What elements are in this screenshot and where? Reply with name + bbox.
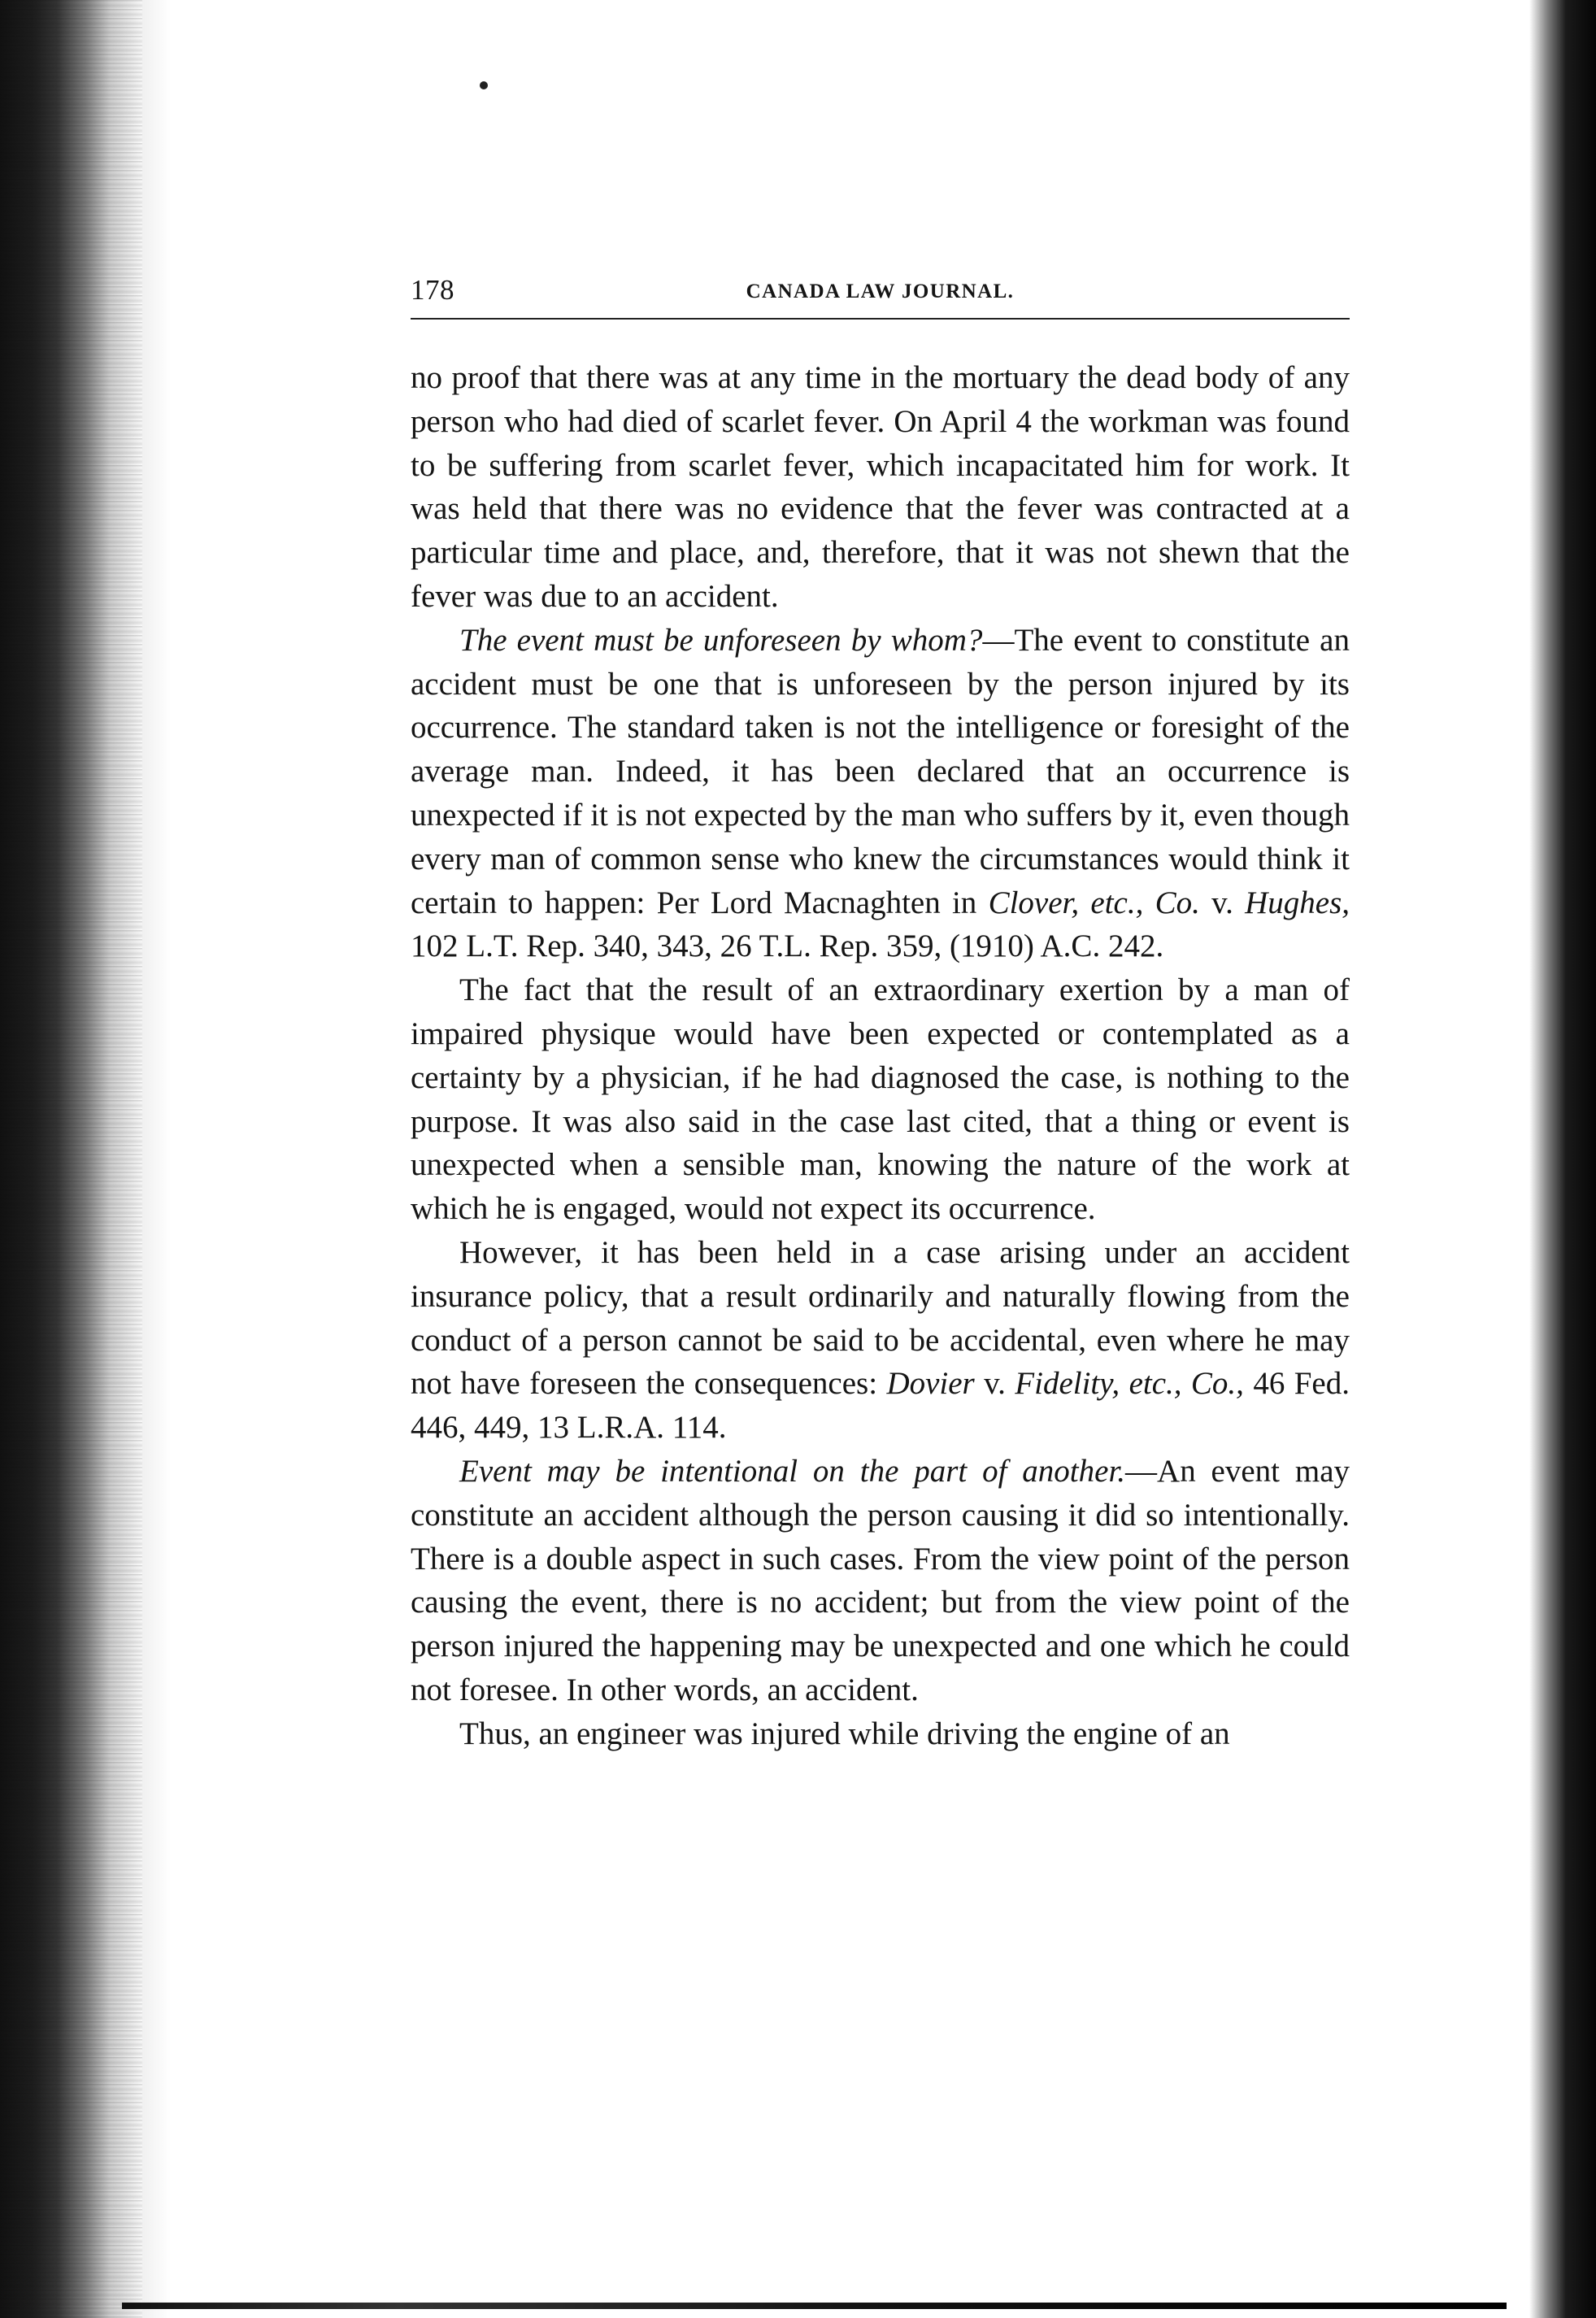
document-body — [411, 356, 1350, 1756]
case-versus: v. — [1199, 885, 1246, 920]
paragraph-unforeseen-text: —The event to constitute an accident must be one that is unforeseen by the person injured by its occurrence. The standard taken is not the intelligence or foresight of the average man. Indeed, it has been declared that an occurrence is unexpected if it is not expected by the man who suffers by it, even though every man of common sense who knew the circumstances would think it certain to happen: Per Lord Macnaghten in — [411, 622, 1350, 920]
paragraph-insurance-policy — [411, 1231, 1350, 1450]
case-party-hughes: Hughes, — [1245, 885, 1350, 920]
page-number: 178 — [411, 274, 454, 306]
case-citation-clover: 102 L.T. Rep. 340, 343, 26 T.L. Rep. 359, (1910) A.C. 242. — [411, 929, 1164, 964]
case-name-clover: Clover, etc., Co. — [988, 885, 1200, 920]
scan-left-page-shadow — [142, 0, 171, 2318]
paragraph-intentional-event — [411, 1450, 1350, 1712]
case-name-fidelity: Fidelity, etc., Co., — [1015, 1366, 1244, 1402]
paragraph-unforeseen-event — [411, 619, 1350, 968]
case-citation-dovier: 46 Fed. 446, 449, 13 L.R.A. 114. — [411, 1366, 1350, 1446]
section-heading-unforeseen: The event must be unforeseen by whom? — [459, 622, 983, 658]
paragraph-extraordinary-exertion: The fact that the result of an extraordinary exertion by a man of impaired physique would have been expected or contemplated as a certainty by a physician, if he had diagnosed the case, is nothing to the purpose. It was also said in the case last cited, that a thing or event is unexpected when a sensible man, knowing the nature of the work at which he is engaged, would not expect its occurrence. — [411, 972, 1350, 1227]
case-name-dovier: Dovier — [886, 1366, 975, 1402]
scan-bottom-edge — [122, 2303, 1507, 2309]
case-versus: v. — [974, 1366, 1015, 1402]
paragraph-intentional-text: —An event may constitute an accident although the person causing it did so intentionally. There is a double aspect in such cases. From the view point of the person causing the event, there is no accident; but from the view point of the person injured the happening may be unexpected and one which he could not foresee. In other words, an accident. — [411, 1453, 1350, 1707]
scan-right-edge-shadow — [1529, 0, 1596, 2318]
scan-left-binding-shadow — [0, 0, 142, 2318]
journal-title: CANADA LAW JOURNAL. — [746, 281, 1015, 302]
scan-ink-speck — [480, 81, 488, 89]
paragraph-insurance-text: However, it has been held in a case arising under an accident insurance policy, that a result ordinarily and naturally flowing from the conduct of a person cannot be said to be accidental, even where he may not have foreseen the consequences: — [411, 1234, 1350, 1402]
paragraph-scarlet-fever: no proof that there was at any time in the mortuary the dead body of any person who had died of scarlet fever. On April 4 the workman was found to be suffering from scarlet fever, which incapacitated him for work. It was held that there was no evidence that the fever was contracted at a particular time and place, and, therefore, that it was not shewn that the fever was due to an accident. — [411, 360, 1350, 614]
document-page — [411, 264, 1350, 1756]
running-header — [411, 264, 1350, 320]
section-heading-intentional: Event may be intentional on the part of another. — [459, 1453, 1126, 1489]
paragraph-engineer: Thus, an engineer was injured while driving the engine of an — [459, 1716, 1230, 1751]
